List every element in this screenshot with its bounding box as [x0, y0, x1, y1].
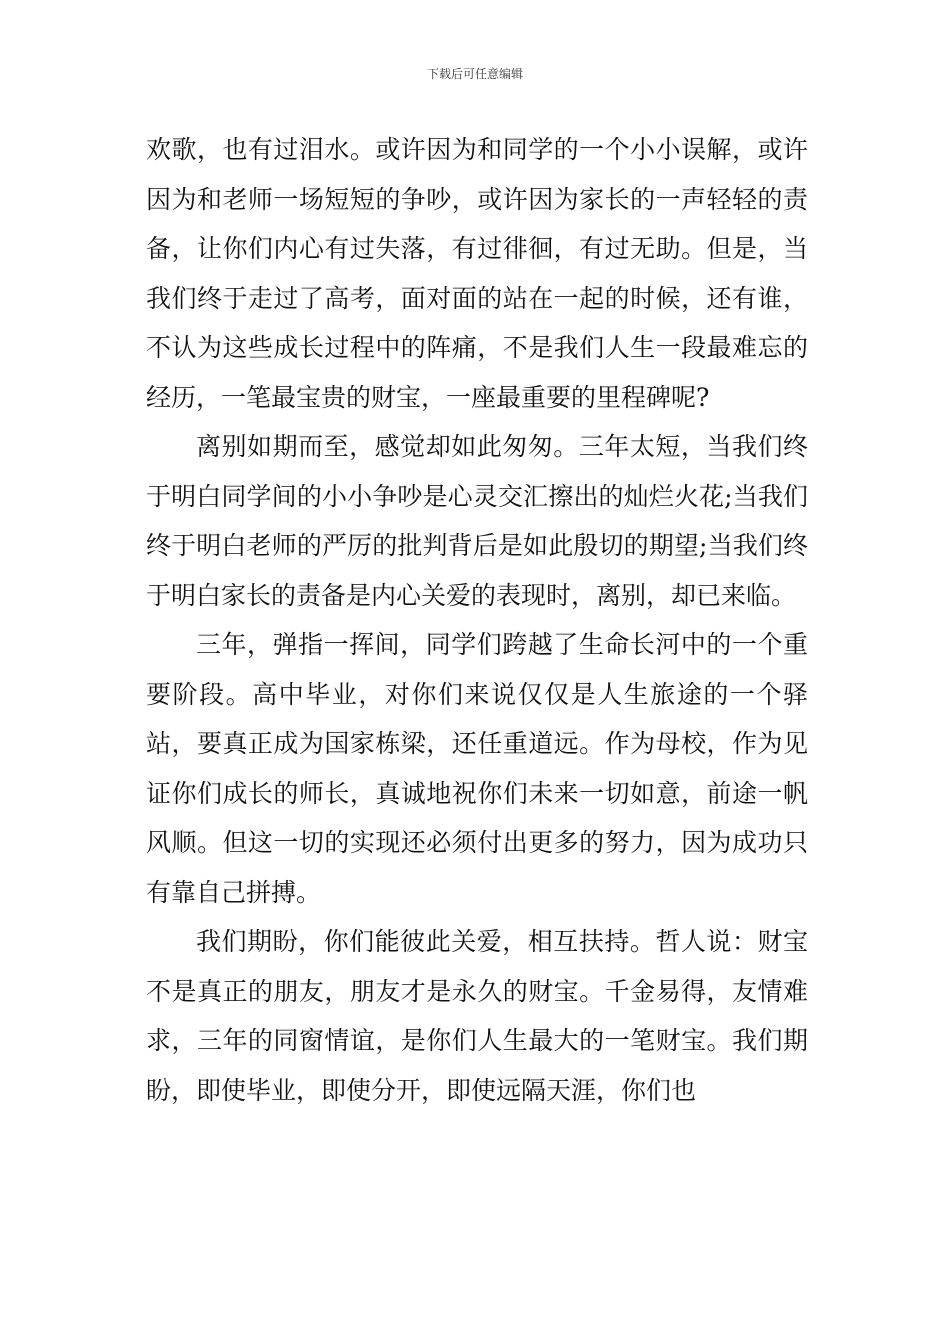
paragraph: 我们期盼，你们能彼此关爱，相互扶持。哲人说：财宝不是真正的朋友，朋友才是永久的财宝。千金易得，友情难求，三年的同窗情谊，是你们人生最大的一笔财宝。我们期盼，即使毕业，即使分开，即使远隔天涯，你们也 — [146, 927, 808, 1105]
paragraph: 离别如期而至，感觉却如此匆匆。三年太短，当我们终于明白同学间的小小争吵是心灵交汇擦出的灿烂火花;当我们终于明白老师的严厉的批判背后是如此殷切的期望;当我们终于明白家长的责备是内心关爱的表现时，离别，却已来临。 — [146, 432, 808, 610]
paragraph-continued: 欢歌，也有过泪水。或许因为和同学的一个小小误解，或许因为和老师一场短短的争吵，或许因为家长的一声轻轻的责备，让你们内心有过失落，有过徘徊，有过无助。但是，当我们终于走过了高考，面对面的站在一起的时候，还有谁，不认为这些成长过程中的阵痛，不是我们人生一段最难忘的经历，一笔最宝贵的财宝，一座最重要的里程碑呢? — [146, 135, 808, 412]
page-header: 下载后可任意编辑 — [426, 67, 523, 81]
document-body — [146, 125, 808, 1115]
paragraph: 三年，弹指一挥间，同学们跨越了生命长河中的一个重要阶段。高中毕业，对你们来说仅仅是人生旅途的一个驿站，要真正成为国家栋梁，还任重道远。作为母校，作为见证你们成长的师长，真诚地祝你们未来一切如意，前途一帆风顺。但这一切的实现还必须付出更多的努力，因为成功只有靠自己拼搏。 — [146, 630, 808, 907]
